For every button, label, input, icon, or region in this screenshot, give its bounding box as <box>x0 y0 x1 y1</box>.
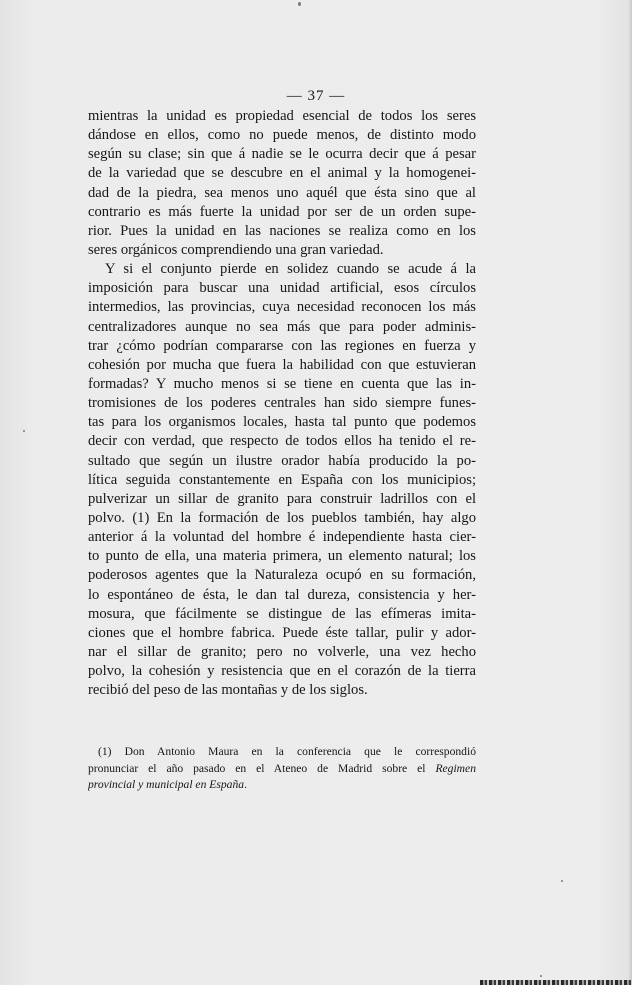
text-line: centralizadores aunque no sea más que para poder adminis- <box>88 318 476 335</box>
text-line: lítica seguida constantemente en España con los municipios; <box>88 471 476 488</box>
footnote <box>88 744 476 794</box>
text-line: to punto de ella, una materia primera, un elemento natural; los <box>88 548 476 565</box>
text-line: recibió del peso de las montañas y de los siglos. <box>88 682 368 699</box>
page-edge-shadow <box>628 0 632 985</box>
text-line: cohesión por mucha que fuera la habilidad con que estuvieran <box>88 356 476 373</box>
scan-edge-strip <box>480 980 632 985</box>
text-line: según su clase; sin que á nadie se le ocurra decir que á pesar <box>88 146 476 163</box>
footnote-text: pronunciar el año pasado en el Ateneo de Madrid sobre el <box>88 761 426 775</box>
text-line: de la variedad que se descubre en el animal y la homogenei- <box>88 165 476 182</box>
page-number: — 37 — <box>286 88 346 104</box>
paper-speck <box>561 880 563 882</box>
text-line: tas para los organismos locales, hasta tal punto que podemos <box>88 414 476 431</box>
text-line: polvo, la cohesión y resistencia que en el corazón de la tierra <box>88 663 476 680</box>
text-line: tromisiones de los poderes centrales han sido siempre funes- <box>88 395 476 412</box>
text-line: nar el sillar de granito; pero no volverle, una vez hecho <box>88 643 476 660</box>
footnote-title-italic: Regimen <box>435 761 476 775</box>
text-line: seres orgánicos comprendiendo una gran variedad. <box>88 241 384 258</box>
text-line: ciones que el hombre fabrica. Puede éste tallar, pulir y ador- <box>88 624 476 641</box>
footnote-line <box>88 777 476 794</box>
text-line: mosura, que fácilmente se distingue de las efímeras imita- <box>88 605 476 622</box>
text-line: polvo. (1) En la formación de los pueblos también, hay algo <box>88 509 476 526</box>
text-line: rior. Pues la unidad en las naciones se realiza como en los <box>88 222 476 239</box>
text-line: mientras la unidad es propiedad esencial de todos los seres <box>88 108 476 124</box>
text-line: lo espontáneo de ésta, le dan tal dureza, consistencia y her- <box>88 586 476 603</box>
text-line: Y si el conjunto pierde en solidez cuando se acude á la <box>105 261 476 278</box>
text-line: contrario es más fuerte la unidad por ser de un orden supe- <box>88 203 476 220</box>
text-line: anterior á la voluntad del hombre é independiente hasta cier- <box>88 529 476 546</box>
text-line: dad de la piedra, sea menos uno aquél que ésta sino que al <box>88 184 476 201</box>
text-line: poderosos agentes que la Naturaleza ocupó en su formación, <box>88 567 476 584</box>
footnote-period: . <box>244 778 247 791</box>
text-line: sultado que según un ilustre orador había producido la po- <box>88 452 476 469</box>
text-line: decir con verdad, que respecto de todos ellos ha tenido el re- <box>88 433 476 450</box>
text-line: intermedios, las provincias, cuya necesidad reconocen los más <box>88 299 476 316</box>
footnote-line <box>88 761 476 778</box>
paper-speck <box>23 430 25 432</box>
footnote-title-italic: provincial y municipal en España <box>88 778 245 791</box>
paper-speck <box>298 2 301 6</box>
text-line: dándose en ellos, como no puede menos, de distinto modo <box>88 127 476 144</box>
footnote-line: (1) Don Antonio Maura en la conferencia que le correspondió <box>98 745 476 758</box>
text-line: imposición para buscar una unidad artificial, esos círculos <box>88 280 476 297</box>
paper-speck <box>540 975 542 977</box>
text-line: trar ¿cómo podrían compararse con las regiones en fuerza y <box>88 337 476 354</box>
main-text <box>88 107 476 700</box>
text-line: pulverizar un sillar de granito para construir ladrillos con el <box>88 490 476 507</box>
text-line: formadas? Y mucho menos si se tiene en cuenta que las in- <box>88 375 476 392</box>
